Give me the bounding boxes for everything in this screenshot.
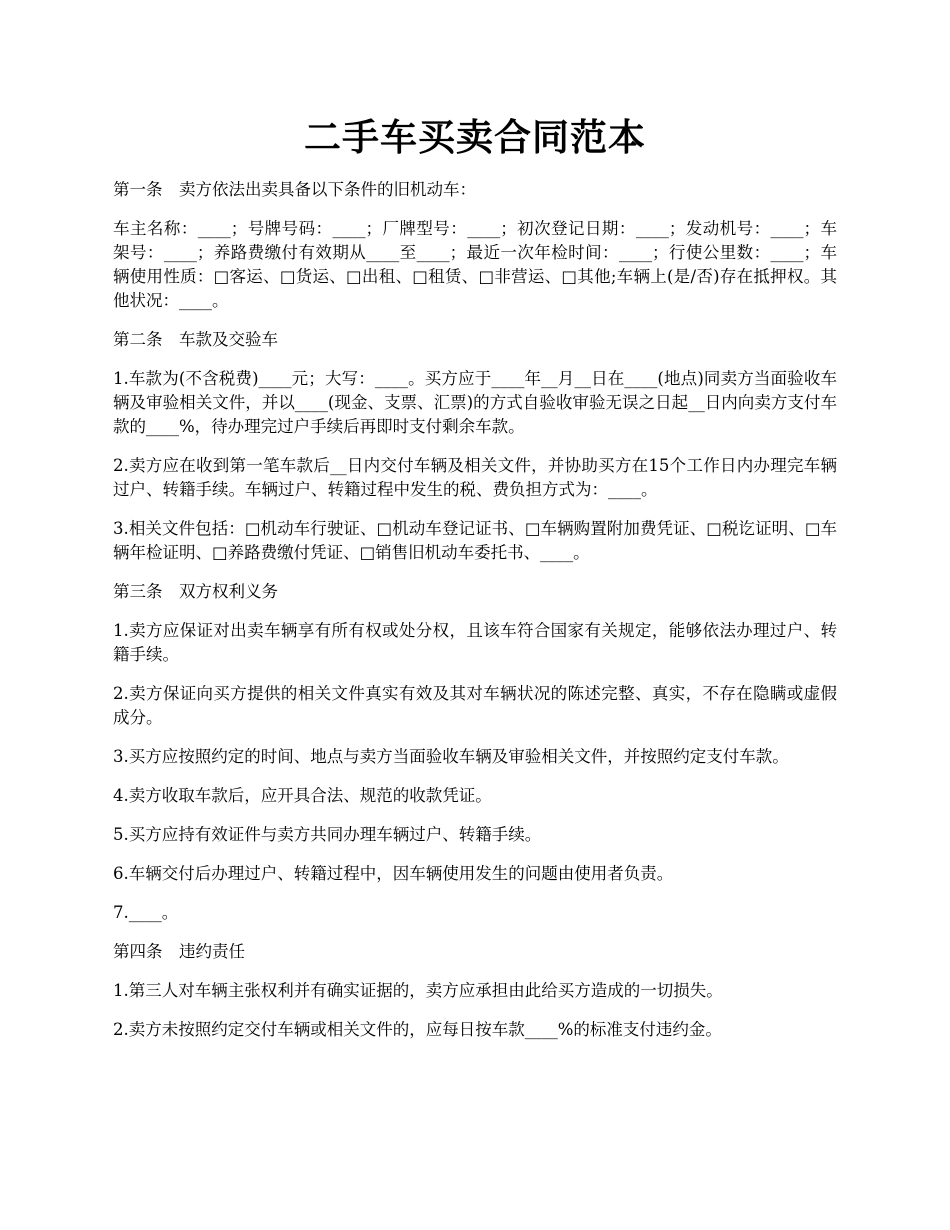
article-3-heading: 第三条 双方权利义务 xyxy=(113,582,278,601)
article-3-clause-4: 4.卖方收取车款后，应开具合法、规范的收款凭证。 xyxy=(113,786,492,805)
vehicle-info-paragraph: 车主名称：____；号牌号码：____；厂牌型号：____；初次登记日期：____；发动机号：____；车架号：____；养路费缴付有效期从____至____；最近一次年检时间：____；行使公里数：____；车辆使用性质：□客运、□货运、□出租、□租赁、□非营运、□其他;车辆上(是/否)存在抵押权。其他状况：____。 xyxy=(113,219,837,310)
article-4-clause-2: 2.卖方未按照约定交付车辆或相关文件的，应每日按车款____%的标准支付违约金。 xyxy=(113,1020,722,1039)
article-4-clause-1: 1.第三人对车辆主张权利并有确实证据的，卖方应承担由此给买方造成的一切损失。 xyxy=(113,981,723,1000)
article-3-clause-7: 7.____。 xyxy=(113,903,179,922)
article-3-clause-2: 2.卖方保证向买方提供的相关文件真实有效及其对车辆状况的陈述完整、真实，不存在隐瞒或虚假成分。 xyxy=(113,684,837,727)
article-2-clause-3: 3.相关文件包括：□机动车行驶证、□机动车登记证书、□车辆购置附加费凭证、□税讫证明、□车辆年检证明、□养路费缴付凭证、□销售旧机动车委托书、____。 xyxy=(113,519,837,562)
article-2-clause-2: 2.卖方应在收到第一笔车款后__日内交付车辆及相关文件，并协助买方在15个工作日内办理完车辆过户、转籍手续。车辆过户、转籍过程中发生的税、费负担方式为：____。 xyxy=(113,456,837,499)
article-3-clause-1: 1.卖方应保证对出卖车辆享有所有权或处分权，且该车符合国家有关规定，能够依法办理过户、转籍手续。 xyxy=(113,621,837,664)
article-1-heading: 第一条 卖方依法出卖具备以下条件的旧机动车： xyxy=(113,180,476,199)
article-2-clause-1: 1.车款为(不含税费)____元；大写：____。买方应于____年__月__日在____(地点)同卖方当面验收车辆及审验相关文件，并以____(现金、支票、汇票)的方式自验收审验无误之日起__日内向卖方支付车款的____%，待办理完过户手续后再即时支付剩余车款。 xyxy=(113,369,837,436)
article-2-heading: 第二条 车款及交验车 xyxy=(113,330,278,349)
article-4-heading: 第四条 违约责任 xyxy=(113,942,245,961)
article-3-clause-3: 3.买方应按照约定的时间、地点与卖方当面验收车辆及审验相关文件，并按照约定支付车款。 xyxy=(113,747,789,766)
article-3-clause-5: 5.买方应持有效证件与卖方共同办理车辆过户、转籍手续。 xyxy=(113,825,542,844)
document-body xyxy=(113,178,837,1057)
article-3-clause-6: 6.车辆交付后办理过户、转籍过程中，因车辆使用发生的问题由使用者负责。 xyxy=(113,864,674,883)
document-title: 二手车买卖合同范本 xyxy=(304,115,646,159)
